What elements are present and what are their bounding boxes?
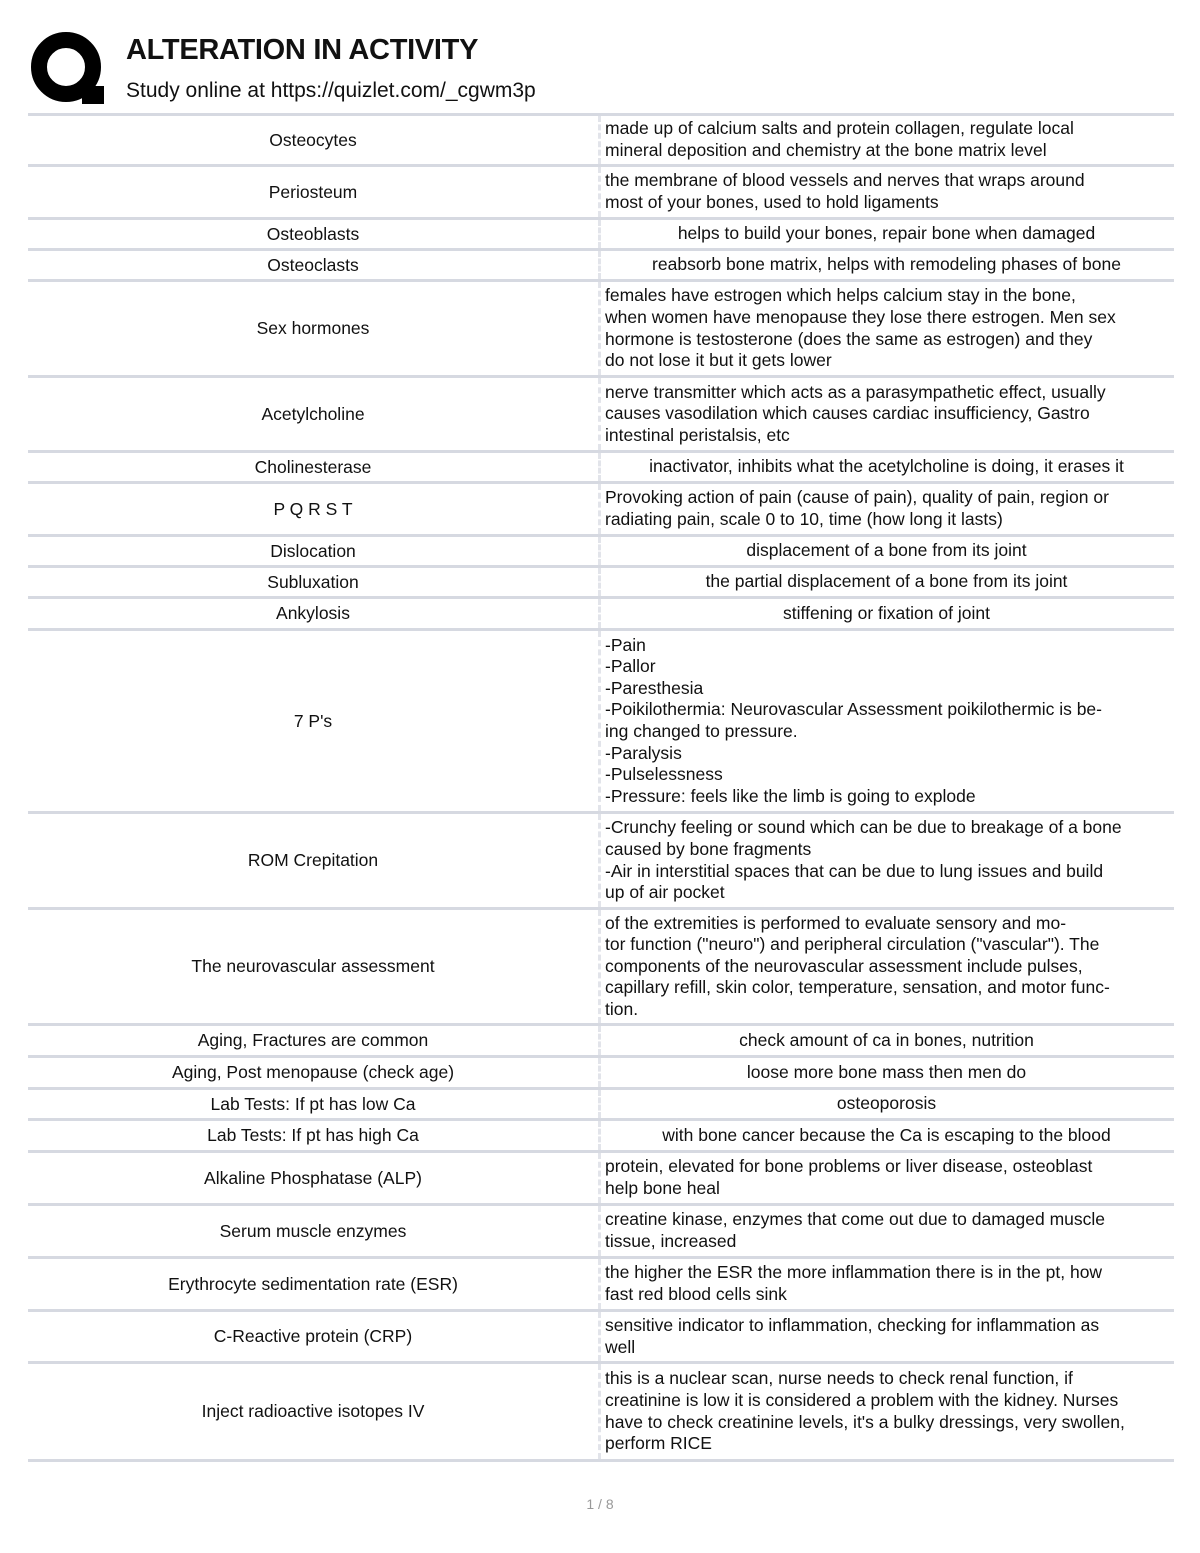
card-term: The neurovascular assessment: [191, 956, 435, 976]
card-definition: Provoking action of pain (cause of pain), quality of pain, region or radiating pain, scale 0 to 10, time (how long it lasts): [598, 484, 1174, 534]
card-term: Lab Tests: If pt has low Ca: [210, 1093, 416, 1114]
card-definition: this is a nuclear scan, nurse needs to check renal function, if creatinine is low it is considered a problem with the kidney. Nurses have to check creatinine levels, it's a bulky dressings, very swollen, perform RICE: [598, 1364, 1174, 1459]
card-row: [28, 251, 1174, 282]
card-row: [28, 1153, 1174, 1206]
card-definition: inactivator, inhibits what the acetylcholine is doing, it erases it: [598, 453, 1174, 481]
card-term: ROM Crepitation: [247, 850, 379, 870]
card-definition: females have estrogen which helps calcium stay in the bone, when women have menopause they lose there estrogen. Men sex hormone is testosterone (does the same as estrogen) and they do not lose it but it gets lower: [598, 282, 1174, 375]
card-definition: the membrane of blood vessels and nerves that wraps around most of your bones, used to hold ligaments: [598, 167, 1174, 217]
card-row: [28, 1026, 1174, 1058]
quizlet-logo: [30, 30, 106, 106]
card-definition: nerve transmitter which acts as a parasympathetic effect, usually causes vasodilation which causes cardiac insufficiency, Gastro intestinal peristalsis, etc: [598, 378, 1174, 450]
card-term: Osteoclasts: [267, 254, 359, 275]
card-term: Aging, Post menopause (check age): [171, 1062, 455, 1082]
card-row: [28, 453, 1174, 484]
card-definition: osteoporosis: [598, 1090, 1174, 1118]
card-row: [28, 282, 1174, 378]
card-definition: the higher the ESR the more inflammation there is in the pt, how fast red blood cells sink: [598, 1259, 1174, 1309]
card-term: Periosteum: [268, 181, 358, 202]
card-definition: protein, elevated for bone problems or liver disease, osteoblast help bone heal: [598, 1153, 1174, 1203]
card-row: [28, 1121, 1174, 1153]
page-number: 1 / 8: [586, 1496, 614, 1512]
card-row: [28, 378, 1174, 453]
card-term: Alkaline Phosphatase (ALP): [204, 1167, 422, 1188]
card-term: Subluxation: [267, 571, 359, 592]
card-definition: stiffening or fixation of joint: [598, 599, 1174, 628]
card-row: [28, 1259, 1174, 1312]
card-row: [28, 537, 1174, 568]
card-term: Aging, Fractures are common: [197, 1030, 429, 1050]
card-term: Osteoblasts: [266, 223, 360, 244]
card-row: [28, 1206, 1174, 1259]
card-term: Ankylosis: [276, 603, 350, 623]
card-row: [28, 1312, 1174, 1364]
card-row: [28, 631, 1174, 814]
card-definition: creatine kinase, enzymes that come out due to damaged muscle tissue, increased: [598, 1206, 1174, 1256]
card-definition: made up of calcium salts and protein collagen, regulate local mineral deposition and chemistry at the bone matrix level: [598, 116, 1174, 164]
card-definition: -Pain -Pallor -Paresthesia -Poikilothermia: Neurovascular Assessment poikilothermic is be- ing changed to pressure. -Paralysis -Pulselessness -Pressure: feels like the limb is going to explode: [598, 631, 1174, 811]
card-term: Serum muscle enzymes: [219, 1220, 407, 1241]
card-definition: displacement of a bone from its joint: [598, 537, 1174, 565]
card-row: [28, 116, 1174, 167]
card-definition: the partial displacement of a bone from its joint: [598, 568, 1174, 596]
card-definition: loose more bone mass then men do: [598, 1058, 1174, 1087]
card-term: Osteocytes: [269, 129, 357, 150]
card-definition: with bone cancer because the Ca is escaping to the blood: [598, 1121, 1174, 1150]
card-row: [28, 1058, 1174, 1090]
card-definition: check amount of ca in bones, nutrition: [598, 1026, 1174, 1055]
card-row: [28, 167, 1174, 220]
card-row: [28, 484, 1174, 537]
card-definition: -Crunchy feeling or sound which can be due to breakage of a bone caused by bone fragments -Air in interstitial spaces that can be due to lung issues and build up of air pocket: [598, 814, 1174, 907]
card-term: Acetylcholine: [261, 403, 365, 424]
card-term: 7 P's: [293, 710, 333, 731]
card-definition: helps to build your bones, repair bone when damaged: [598, 220, 1174, 248]
card-row: [28, 568, 1174, 599]
card-term: Cholinesterase: [254, 456, 372, 477]
card-term: P Q R S T: [273, 498, 353, 519]
card-definition: of the extremities is performed to evaluate sensory and mo- tor function ("neuro") and peripheral circulation ("vascular"). The components of the neurovascular assessment include pulses, capillary refill, skin color, temperature, sensation, and motor func- tion.: [598, 910, 1174, 1023]
study-link[interactable]: Study online at https://quizlet.com/_cgwm3p: [126, 79, 536, 102]
page-title: ALTERATION IN ACTIVITY: [126, 34, 479, 66]
card-term: Inject radioactive isotopes IV: [201, 1401, 425, 1421]
card-row: [28, 599, 1174, 631]
card-row: [28, 910, 1174, 1026]
card-term: Dislocation: [270, 540, 356, 561]
card-term: C-Reactive protein (CRP): [213, 1326, 413, 1346]
card-definition: sensitive indicator to inflammation, checking for inflammation as well: [598, 1312, 1174, 1361]
card-definition: reabsorb bone matrix, helps with remodeling phases of bone: [598, 251, 1174, 279]
card-term: Erythrocyte sedimentation rate (ESR): [168, 1273, 458, 1294]
card-row: [28, 814, 1174, 910]
card-row: [28, 1090, 1174, 1121]
card-term: Lab Tests: If pt has high Ca: [207, 1125, 419, 1145]
card-term: Sex hormones: [256, 318, 370, 338]
card-row: [28, 1364, 1174, 1462]
flashcard-table: [28, 113, 1174, 1462]
card-row: [28, 220, 1174, 251]
